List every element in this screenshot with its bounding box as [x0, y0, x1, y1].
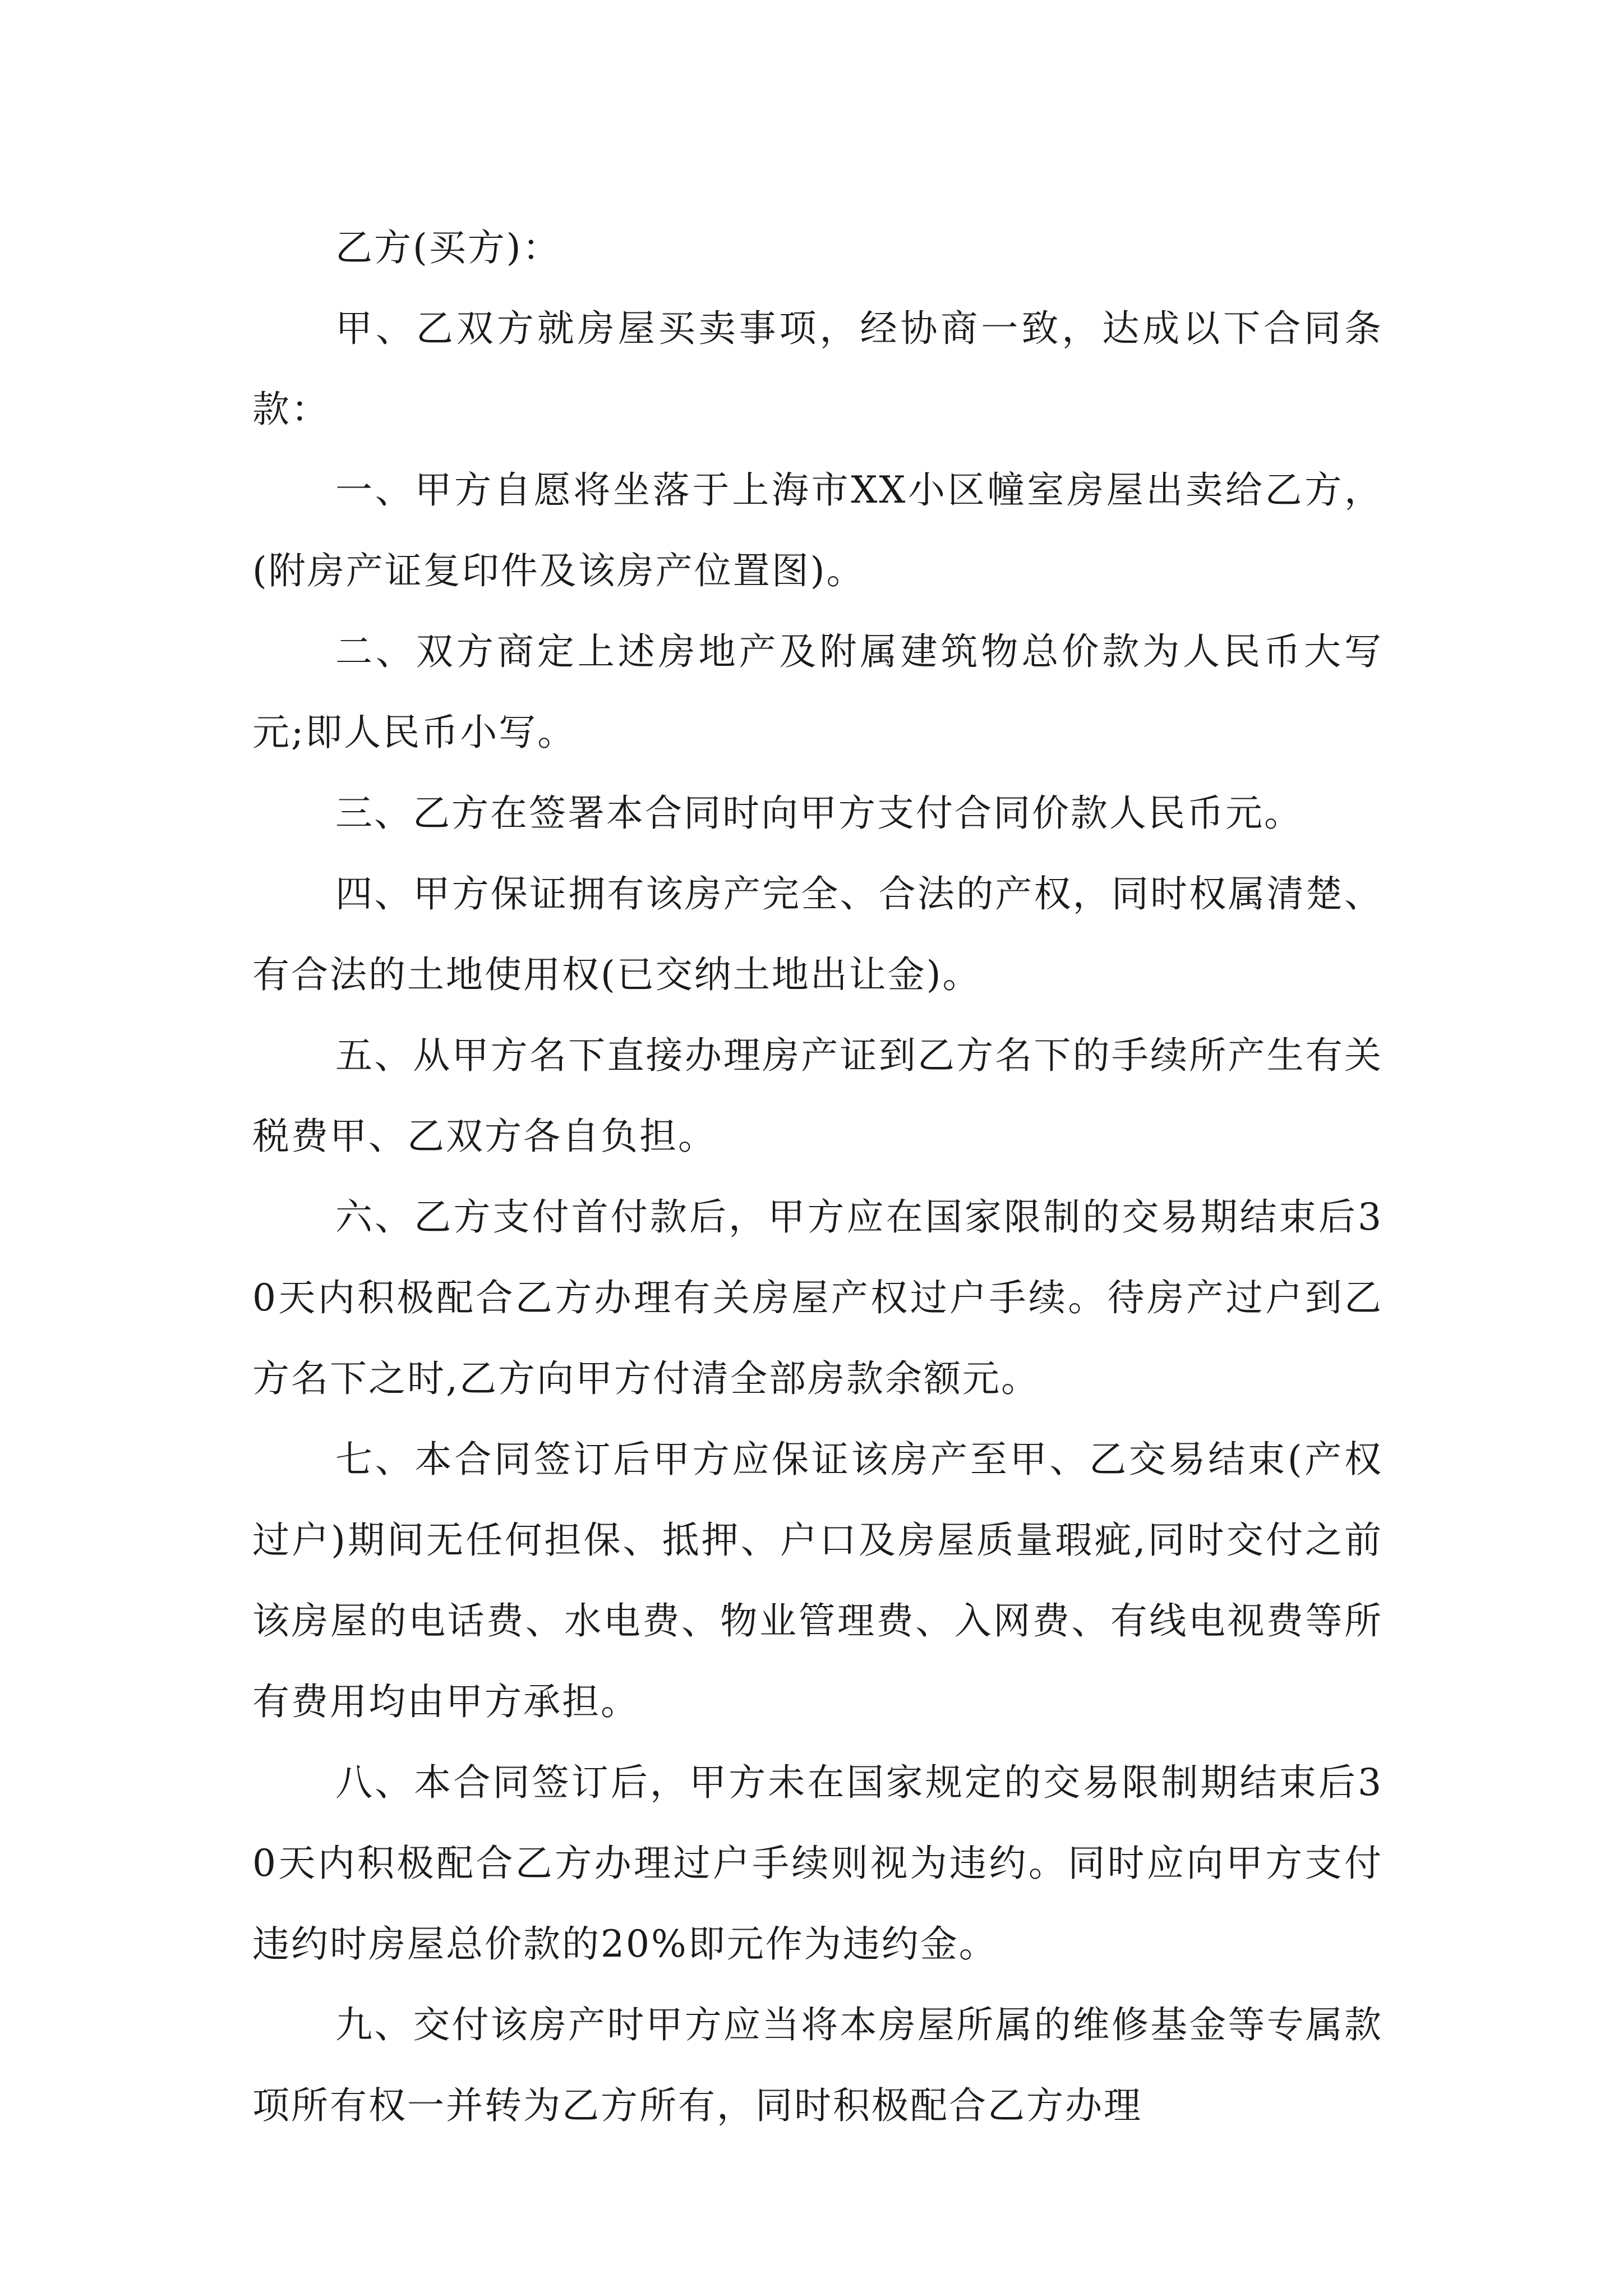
paragraph-clause-3: 三、乙方在签署本合同时向甲方支付合同价款人民币元。	[335, 792, 1303, 835]
paragraph-intro: 甲、乙双方就房屋买卖事项，经协商一致，达成以下合同条款：	[252, 307, 1383, 431]
paragraph-clause-6: 六、乙方支付首付款后，甲方应在国家限制的交易期结束后30天内积极配合乙方办理有关房屋产权过户手续。待房产过户到乙方名下之时,乙方向甲方付清全部房款余额元。	[252, 1195, 1383, 1400]
paragraph-clause-8: 八、本合同签订后，甲方未在国家规定的交易限制期结束后30天内积极配合乙方办理过户手续则视为违约。同时应向甲方支付违约时房屋总价款的20%即元作为违约金。	[252, 1761, 1383, 1966]
paragraph-clause-2: 二、双方商定上述房地产及附属建筑物总价款为人民币大写元;即人民币小写。	[252, 630, 1383, 754]
paragraph-buyer-label: 乙方(买方)：	[335, 226, 561, 269]
paragraph-clause-7: 七、本合同签订后甲方应保证该房产至甲、乙交易结束(产权过户)期间无任何担保、抵押、户口及房屋质量瑕疵,同时交付之前该房屋的电话费、水电费、物业管理费、入网费、有线电视费等所有费用均由甲方承担。	[252, 1438, 1383, 1723]
paragraph-clause-1: 一、甲方自愿将坐落于上海市XX小区幢室房屋出卖给乙方，(附房产证复印件及该房产位置图)。	[252, 468, 1383, 592]
paragraph-clause-4: 四、甲方保证拥有该房产完全、合法的产权，同时权属清楚、有合法的土地使用权(已交纳土地出让金)。	[252, 872, 1383, 996]
paragraph-clause-9: 九、交付该房产时甲方应当将本房屋所属的维修基金等专属款项所有权一并转为乙方所有，同时积极配合乙方办理	[252, 2003, 1383, 2127]
paragraph-clause-5: 五、从甲方名下直接办理房产证到乙方名下的手续所产生有关税费甲、乙双方各自负担。	[252, 1034, 1383, 1158]
contract-body	[252, 208, 1383, 2146]
